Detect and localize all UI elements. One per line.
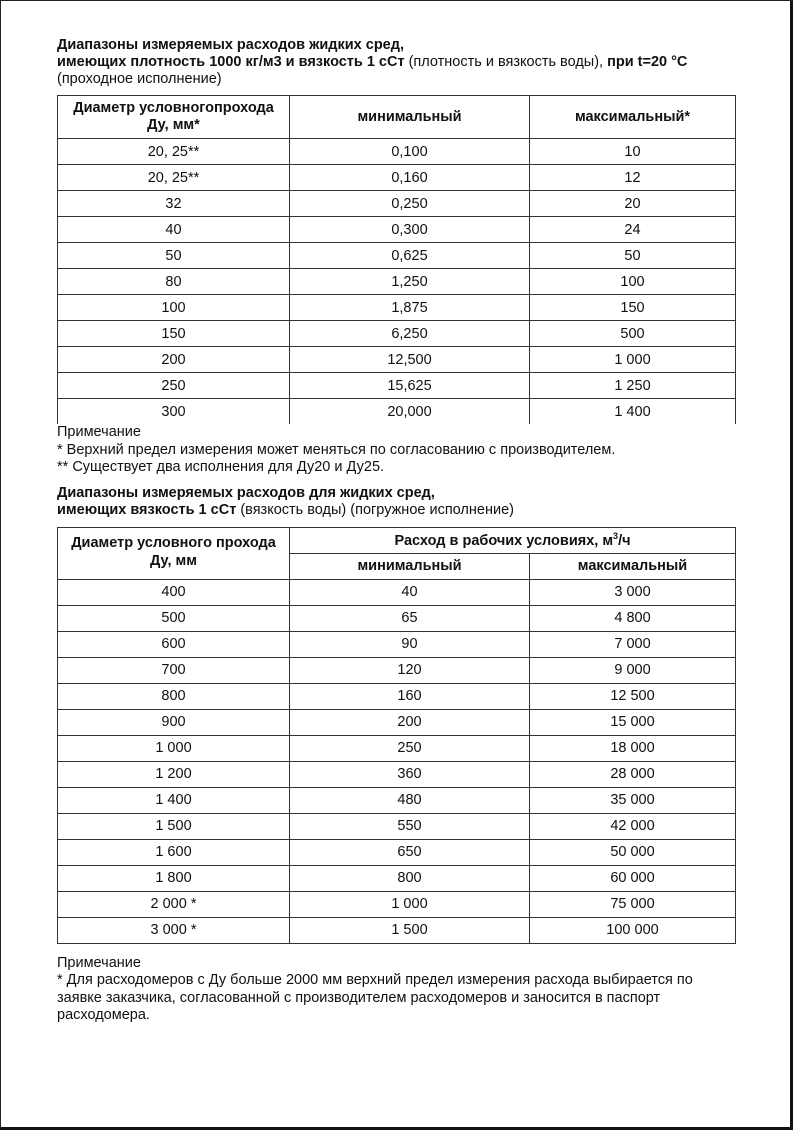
cell-diameter: 20, 25** <box>58 165 290 191</box>
cell-maximum: 1 250 <box>530 373 736 399</box>
table-row <box>58 373 736 399</box>
cell-maximum: 20 <box>530 191 736 217</box>
cell-minimum: 12,500 <box>290 347 530 373</box>
cell-maximum: 12 500 <box>530 683 736 709</box>
cell-minimum: 160 <box>290 683 530 709</box>
cell-diameter: 1 000 <box>58 735 290 761</box>
cell-minimum: 550 <box>290 813 530 839</box>
cell-diameter: 150 <box>58 321 290 347</box>
table-row <box>58 709 736 735</box>
table-row <box>58 761 736 787</box>
section1-title <box>57 37 737 88</box>
cell-minimum: 200 <box>290 709 530 735</box>
cell-maximum: 10 <box>530 139 736 165</box>
cell-minimum: 1,875 <box>290 295 530 321</box>
section1-title-line2-normal: (плотность и вязкость воды), <box>404 54 608 70</box>
cell-maximum: 28 000 <box>530 761 736 787</box>
flow-range-table-insertion <box>57 527 736 944</box>
section1-title-line2-bold: имеющих плотность 1000 кг/м3 и вязкость 1 сСт <box>57 54 405 70</box>
cell-maximum: 15 000 <box>530 709 736 735</box>
cell-minimum: 800 <box>290 865 530 891</box>
table-row <box>58 579 736 605</box>
cell-maximum: 4 800 <box>530 605 736 631</box>
cell-maximum: 24 <box>530 217 736 243</box>
cell-maximum: 50 000 <box>530 839 736 865</box>
table-row <box>58 217 736 243</box>
cell-diameter: 600 <box>58 631 290 657</box>
header-diameter-line1: Диаметр условного прохода <box>71 534 276 551</box>
header-diameter-line1: Диаметр условногопрохода <box>73 100 274 116</box>
table-row <box>58 865 736 891</box>
table-row <box>58 657 736 683</box>
cell-minimum: 0,250 <box>290 191 530 217</box>
table-row <box>58 787 736 813</box>
table-row <box>58 917 736 943</box>
table-row <box>58 269 736 295</box>
cell-maximum: 35 000 <box>530 787 736 813</box>
note-item: ** Существует два исполнения для Ду20 и Ду25. <box>57 459 385 475</box>
cell-maximum: 75 000 <box>530 891 736 917</box>
header-minimum: минимальный <box>290 96 530 139</box>
cell-maximum: 150 <box>530 295 736 321</box>
header-flow-group <box>290 527 736 553</box>
section2-title-line2-bold: имеющих вязкость 1 сСт <box>57 501 237 518</box>
cell-diameter: 1 800 <box>58 865 290 891</box>
cell-minimum: 480 <box>290 787 530 813</box>
cell-diameter: 500 <box>58 605 290 631</box>
header-diameter-line2: Ду, мм <box>150 552 197 569</box>
table-row <box>58 347 736 373</box>
cell-minimum: 250 <box>290 735 530 761</box>
table-row <box>58 243 736 269</box>
cell-diameter: 40 <box>58 217 290 243</box>
cell-minimum: 40 <box>290 579 530 605</box>
cell-diameter: 900 <box>58 709 290 735</box>
cell-minimum: 20,000 <box>290 399 530 425</box>
cell-maximum: 18 000 <box>530 735 736 761</box>
cell-minimum: 0,625 <box>290 243 530 269</box>
table-row <box>58 631 736 657</box>
cell-minimum: 90 <box>290 631 530 657</box>
table-row <box>58 399 736 425</box>
header-flow-group-end: /ч <box>618 532 631 549</box>
cell-diameter: 800 <box>58 683 290 709</box>
flow-range-table-through <box>57 95 736 424</box>
cell-maximum: 3 000 <box>530 579 736 605</box>
cell-diameter: 50 <box>58 243 290 269</box>
section2-notes <box>57 955 737 1025</box>
cell-maximum: 7 000 <box>530 631 736 657</box>
cell-maximum: 50 <box>530 243 736 269</box>
cell-minimum: 0,100 <box>290 139 530 165</box>
cell-minimum: 6,250 <box>290 321 530 347</box>
cell-maximum: 1 000 <box>530 347 736 373</box>
cell-diameter: 200 <box>58 347 290 373</box>
header-diameter <box>58 527 290 579</box>
cell-diameter: 100 <box>58 295 290 321</box>
cell-minimum: 1,250 <box>290 269 530 295</box>
cell-maximum: 12 <box>530 165 736 191</box>
cell-minimum: 0,300 <box>290 217 530 243</box>
table-row <box>58 139 736 165</box>
section1-title-line2-end: при t=20 °С <box>607 54 688 70</box>
cell-minimum: 360 <box>290 761 530 787</box>
section1-notes <box>57 424 737 477</box>
cell-minimum: 1 500 <box>290 917 530 943</box>
header-minimum: минимальный <box>290 553 530 579</box>
table-row <box>58 891 736 917</box>
cell-diameter: 20, 25** <box>58 139 290 165</box>
cell-maximum: 42 000 <box>530 813 736 839</box>
cell-minimum: 120 <box>290 657 530 683</box>
table-row <box>58 165 736 191</box>
header-maximum: максимальный* <box>530 96 736 139</box>
cell-diameter: 1 200 <box>58 761 290 787</box>
cell-maximum: 500 <box>530 321 736 347</box>
cell-maximum: 100 <box>530 269 736 295</box>
notes-heading: Примечание <box>57 954 141 971</box>
cell-diameter: 1 500 <box>58 813 290 839</box>
cell-diameter: 32 <box>58 191 290 217</box>
table-row <box>58 295 736 321</box>
table-row <box>58 735 736 761</box>
table-row <box>58 605 736 631</box>
note-item: * Для расходомеров с Ду больше 2000 мм верхний предел измерения расхода выбирается по заявке заказчика, согласованной с производителем расходомеров и заносится в паспорт расходомера. <box>57 972 693 1023</box>
notes-heading: Примечание <box>57 424 141 440</box>
section1-title-line1: Диапазоны измеряемых расходов жидких сред, <box>57 37 404 53</box>
cell-maximum: 1 400 <box>530 399 736 425</box>
section1-title-line3: (проходное исполнение) <box>57 71 222 87</box>
cell-maximum: 100 000 <box>530 917 736 943</box>
table-row <box>58 839 736 865</box>
cell-maximum: 9 000 <box>530 657 736 683</box>
note-item: * Верхний предел измерения может меняться по согласованию с производителем. <box>57 441 616 458</box>
table-row <box>58 321 736 347</box>
header-maximum: максимальный <box>530 553 736 579</box>
section2-title <box>57 485 737 519</box>
cell-maximum: 60 000 <box>530 865 736 891</box>
table-row <box>58 813 736 839</box>
cell-diameter: 250 <box>58 373 290 399</box>
cell-minimum: 1 000 <box>290 891 530 917</box>
table-header-row <box>58 527 736 553</box>
table-row <box>58 191 736 217</box>
section2-title-line1: Диапазоны измеряемых расходов для жидких сред, <box>57 484 435 501</box>
cell-diameter: 1 400 <box>58 787 290 813</box>
header-flow-group-sup: 3 <box>613 531 619 542</box>
cell-minimum: 15,625 <box>290 373 530 399</box>
cell-diameter: 1 600 <box>58 839 290 865</box>
cell-diameter: 80 <box>58 269 290 295</box>
header-flow-group-text: Расход в рабочих условиях, м <box>394 532 614 549</box>
cell-diameter: 3 000 * <box>58 917 290 943</box>
table-row <box>58 683 736 709</box>
table-header-row <box>58 96 736 139</box>
header-diameter <box>58 96 290 139</box>
cell-diameter: 300 <box>58 399 290 425</box>
cell-minimum: 650 <box>290 839 530 865</box>
cell-diameter: 700 <box>58 657 290 683</box>
cell-diameter: 2 000 * <box>58 891 290 917</box>
cell-diameter: 400 <box>58 579 290 605</box>
cell-minimum: 65 <box>290 605 530 631</box>
header-diameter-line2: Ду, мм* <box>147 117 200 133</box>
section2-title-line2-normal: (вязкость воды) (погружное исполнение) <box>236 501 514 518</box>
cell-minimum: 0,160 <box>290 165 530 191</box>
page-content <box>57 37 737 1025</box>
